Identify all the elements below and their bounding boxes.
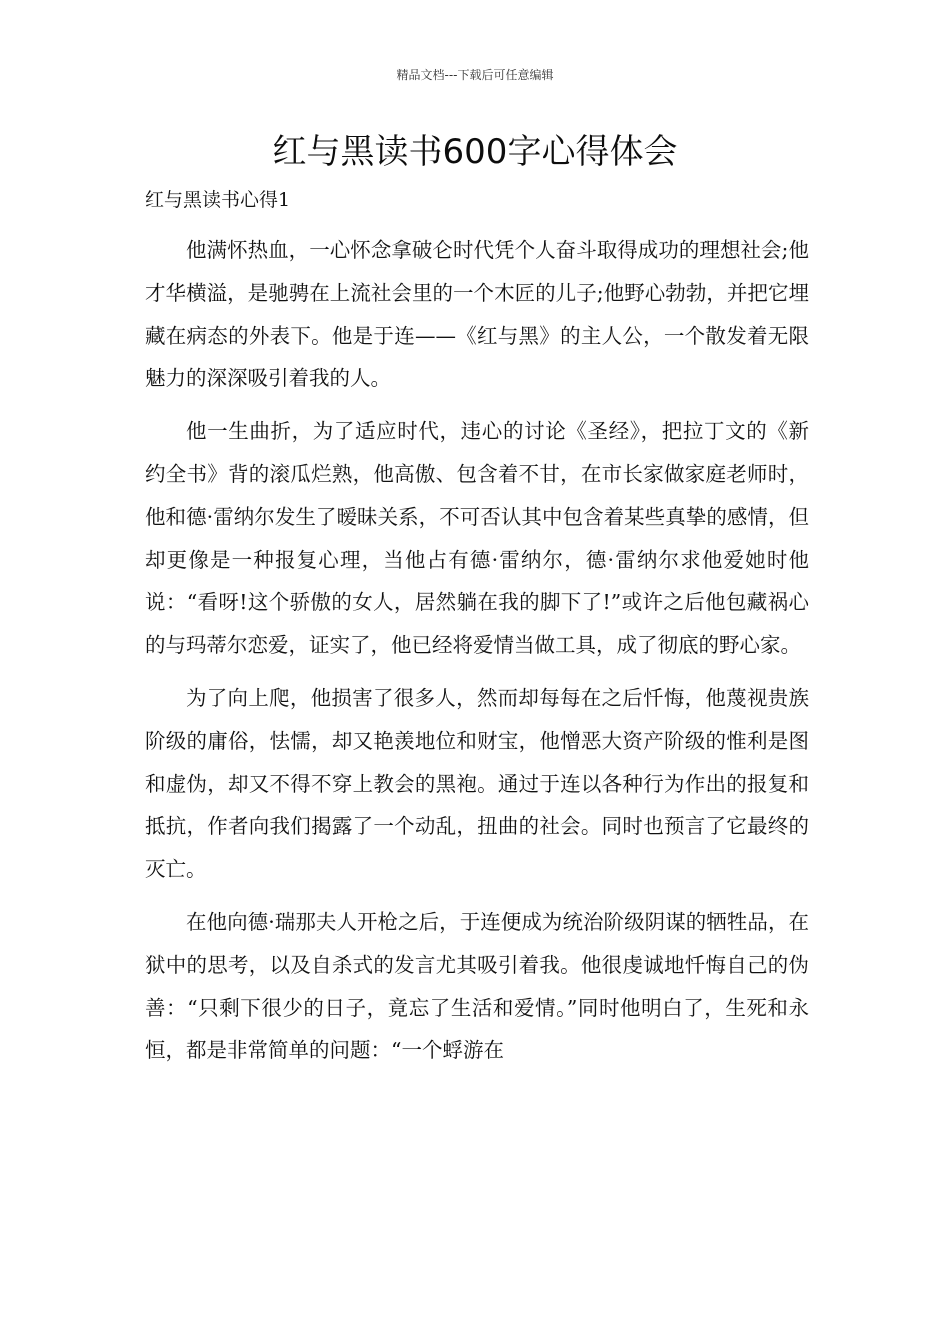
paragraph-3: 为了向上爬，他损害了很多人，然而却每每在之后忏悔，他蔑视贵族阶级的庸俗，怯懦，却又艳羡地位和财宝，他憎恶大资产阶级的惟利是图和虚伪，却又不得不穿上教会的黑袍。通过于连以各种行为作出的报复和抵抗，作者向我们揭露了一个动乱，扭曲的社会。同时也预言了它最终的灭亡。: [145, 685, 809, 882]
body-text: [145, 229, 809, 1082]
header-note: 精品文档---下载后可任意编辑: [396, 68, 554, 82]
paragraph-2: 他一生曲折，为了适应时代，违心的讨论《圣经》，把拉丁文的《新约全书》背的滚瓜烂熟，他高傲、包含着不甘，在市长家做家庭老师时，他和德·雷纳尔发生了暧昧关系，不可否认其中包含着某些真挚的感情，但却更像是一种报复心理，当他占有德·雷纳尔，德·雷纳尔求他爱她时他说：“看呀!这个骄傲的女人，居然躺在我的脚下了!”或许之后他包藏祸心的与玛蒂尔恋爱，证实了，他已经将爱情当做工具，成了彻底的野心家。: [145, 419, 809, 658]
section-subtitle: 红与黑读书心得1: [145, 189, 291, 211]
document-title: 红与黑读书600字心得体会: [272, 132, 678, 172]
paragraph-1: 他满怀热血，一心怀念拿破仑时代凭个人奋斗取得成功的理想社会;他才华横溢，是驰骋在上流社会里的一个木匠的儿子;他野心勃勃，并把它埋藏在病态的外表下。他是于连——《红与黑》的主人公，一个散发着无限魅力的深深吸引着我的人。: [145, 238, 809, 391]
paragraph-4: 在他向德·瑞那夫人开枪之后，于连便成为统治阶级阴谋的牺牲品，在狱中的思考，以及自杀式的发言尤其吸引着我。他很虔诚地忏悔自己的伪善：“只剩下很少的日子，竟忘了生活和爱情。”同时他明白了，生死和永恒，都是非常简单的问题：“一个蜉游在: [145, 909, 809, 1063]
